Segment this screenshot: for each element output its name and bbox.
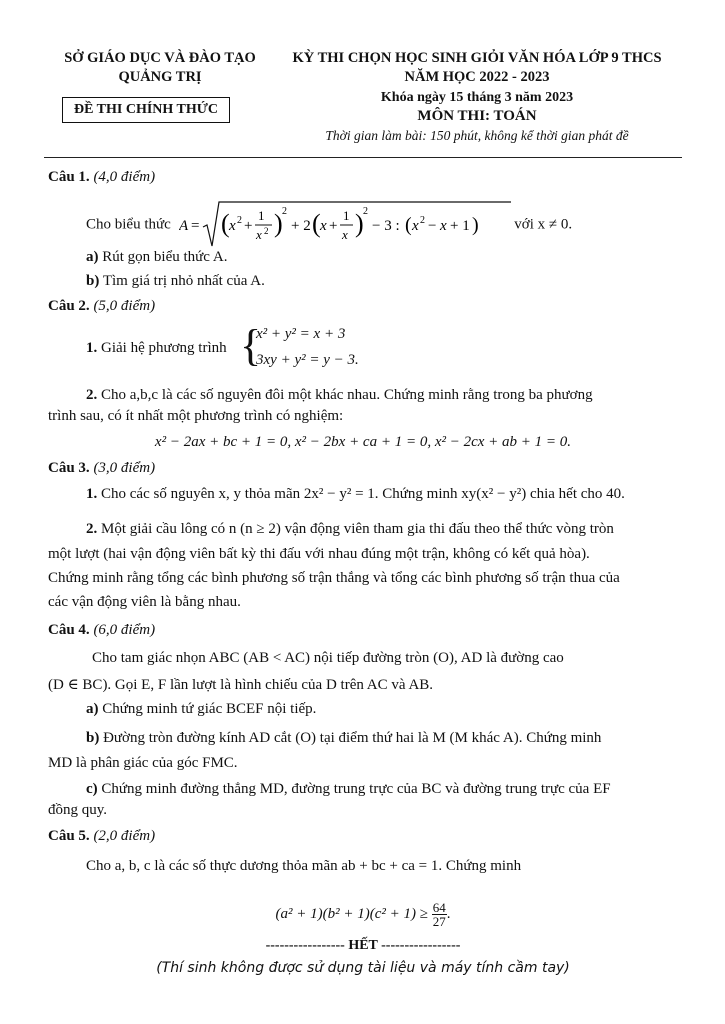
- q3-p2-label: 2.: [86, 521, 98, 537]
- q5-title: Câu 5.: [48, 828, 90, 844]
- q4-c-label: c): [86, 781, 98, 797]
- q1-title: Câu 1.: [48, 169, 90, 185]
- q5-frac-den: 27: [432, 914, 446, 930]
- svg-text:+: +: [328, 218, 338, 234]
- q3-p2-line4: các vận động viên là bằng nhau.: [48, 594, 241, 610]
- q3-points: (3,0 điểm): [93, 460, 156, 476]
- svg-text:x: x: [319, 218, 327, 234]
- q1-b-text: Tìm giá trị nhỏ nhất của A.: [102, 273, 265, 289]
- svg-text:): ): [354, 209, 364, 238]
- svg-text:2: 2: [362, 206, 368, 217]
- time-limit: Thời gian làm bài: 150 phút, không kể thời gian phát đề: [325, 128, 629, 143]
- svg-text:): ): [471, 214, 479, 236]
- q5-points: (2,0 điểm): [93, 828, 156, 844]
- q3-title: Câu 3.: [48, 460, 90, 476]
- svg-text:+ 2: + 2: [290, 218, 311, 234]
- q2-p2-line2: trình sau, có ít nhất một phương trình có nghiệm:: [48, 408, 344, 424]
- q3-p1: [86, 486, 625, 503]
- q2-title: Câu 2.: [48, 298, 90, 314]
- q4-part-b: [86, 730, 601, 747]
- q5-heading: [48, 828, 155, 845]
- svg-text:x: x: [439, 218, 447, 234]
- q3-p2-line1-row: [86, 521, 614, 538]
- q3-p2-line2: một lượt (hai vận động viên bất kỳ thi đấu với nhau đúng một trận, không có kết quả hòa).: [48, 546, 590, 562]
- svg-text:2: 2: [281, 206, 287, 217]
- system-brace: {: [240, 321, 262, 370]
- svg-text:): ): [273, 209, 283, 238]
- q4-c-text-line1: Chứng minh đường thẳng MD, đường trung trực của BC và đường trung trực của EF: [101, 781, 611, 797]
- q2-equations: x² − 2ax + bc + 1 = 0, x² − 2bx + ca + 1 = 0, x² − 2cx + ab + 1 = 0.: [154, 434, 572, 450]
- exam-title: KỲ THI CHỌN HỌC SINH GIỎI VĂN HÓA LỚP 9 THCS: [292, 50, 662, 66]
- svg-text:=: =: [190, 218, 200, 234]
- svg-text:2: 2: [263, 226, 269, 236]
- q1-part-b: [86, 273, 265, 290]
- q1-points: (4,0 điểm): [93, 169, 156, 185]
- q4-b-text-line1: Đường tròn đường kính AD cắt (O) tại điểm thứ hai là M (M khác A). Chứng minh: [103, 730, 602, 746]
- q1-a-text: Rút gọn biểu thức A.: [102, 249, 228, 265]
- province-name: QUẢNG TRỊ: [118, 69, 202, 85]
- q4-a-label: a): [86, 701, 99, 717]
- q5-inequality: (a² + 1)(b² + 1)(c² + 1) ≥ $\frac{64}{27}$ .: [275, 900, 451, 930]
- svg-text:−: −: [427, 218, 437, 234]
- svg-text:+: +: [243, 218, 253, 234]
- q1-expression-line: [86, 200, 572, 250]
- q2-p2-line1: Cho a,b,c là các số nguyên đôi một khác nhau. Chứng minh rằng trong ba phương: [101, 387, 593, 403]
- q5-fraction: [432, 901, 447, 928]
- svg-text:x: x: [228, 218, 236, 234]
- q4-part-c: [86, 781, 611, 798]
- q4-heading: [48, 622, 155, 639]
- q1-condition: với x ≠ 0.: [514, 216, 573, 233]
- school-year: NĂM HỌC 2022 - 2023: [404, 69, 550, 85]
- q1-a-label: a): [86, 249, 99, 265]
- svg-text:− 3 :: − 3 :: [371, 218, 400, 234]
- q3-p2-line3: Chứng minh rằng tổng các bình phương số trận thắng và tổng các bình phương số trận thua của: [48, 570, 620, 586]
- q4-b-text-line2: MD là phân giác của góc FMC.: [48, 755, 238, 771]
- q4-intro-line2: (D ∈ BC). Gọi E, F lần lượt là hình chiếu của D trên AC và AB.: [48, 677, 434, 693]
- q3-p2-line1: Một giải cầu lông có n (n ≥ 2) vận động viên tham gia thi đấu theo thể thức vòng tròn: [101, 521, 614, 537]
- q1-heading: [48, 169, 155, 186]
- q4-b-label: b): [86, 730, 100, 746]
- svg-text:(: (: [404, 214, 412, 236]
- q3-heading: [48, 460, 155, 477]
- svg-text:x: x: [341, 227, 348, 242]
- q5-frac-num: 64: [432, 900, 446, 916]
- q4-intro-line1: Cho tam giác nhọn ABC (AB < AC) nội tiếp đường tròn (O), AD là đường cao: [92, 650, 564, 666]
- footer-note: (Thí sinh không được sử dụng tài liệu và máy tính cầm tay): [156, 960, 570, 976]
- q1-formula: [179, 200, 511, 250]
- q2-points: (5,0 điểm): [93, 298, 156, 314]
- q1-b-label: b): [86, 273, 100, 289]
- svg-text:2: 2: [419, 215, 425, 226]
- q2-p2: [48, 384, 678, 406]
- q4-points: (6,0 điểm): [93, 622, 156, 638]
- q5-inequality-left: (a² + 1)(b² + 1)(c² + 1) ≥: [275, 906, 428, 922]
- svg-text:1: 1: [257, 208, 265, 223]
- q2-p1-text: Giải hệ phương trình: [101, 340, 227, 356]
- svg-text:x: x: [411, 218, 419, 234]
- q4-part-a: [86, 701, 316, 718]
- svg-text:x: x: [255, 227, 262, 242]
- q4-c-text-line2: đồng quy.: [48, 802, 108, 818]
- q4-title: Câu 4.: [48, 622, 90, 638]
- svg-text:1: 1: [342, 208, 350, 223]
- q3-p1-text: Cho các số nguyên x, y thỏa mãn 2x² − y² = 1. Chứng minh xy(x² − y²) chia hết cho 40.: [101, 486, 625, 502]
- exam-date: Khóa ngày 15 tháng 3 năm 2023: [380, 90, 574, 105]
- svg-text:2: 2: [236, 215, 242, 226]
- q5-intro: Cho a, b, c là các số thực dương thỏa mãn ab + bc + ca = 1. Chứng minh: [86, 858, 522, 874]
- q2-system-eq1: x² + y² = x + 3: [256, 326, 346, 342]
- q2-system-eq2: 3xy + y² = y − 3.: [256, 352, 359, 368]
- subject: MÔN THI: TOÁN: [417, 108, 537, 124]
- department-name: SỞ GIÁO DỤC VÀ ĐÀO TẠO: [64, 50, 256, 66]
- header-divider: [44, 157, 682, 158]
- svg-text:+ 1: + 1: [449, 218, 470, 234]
- svg-text:(: (: [311, 209, 321, 238]
- q2-p1: [86, 340, 227, 357]
- q1-part-a: [86, 249, 227, 266]
- official-exam-box: ĐỀ THI CHÍNH THỨC: [62, 97, 230, 123]
- q2-heading: [48, 298, 155, 315]
- svg-text:(: (: [220, 209, 230, 238]
- q4-a-text: Chứng minh tứ giác BCEF nội tiếp.: [102, 701, 317, 717]
- q2-p1-label: 1.: [86, 340, 98, 356]
- q1-intro: Cho biểu thức: [86, 216, 171, 233]
- q3-p1-label: 1.: [86, 486, 98, 502]
- end-marker: ----------------- HẾT -----------------: [265, 938, 461, 953]
- svg-text:A: A: [178, 218, 188, 234]
- q2-p2-label: 2.: [86, 387, 98, 403]
